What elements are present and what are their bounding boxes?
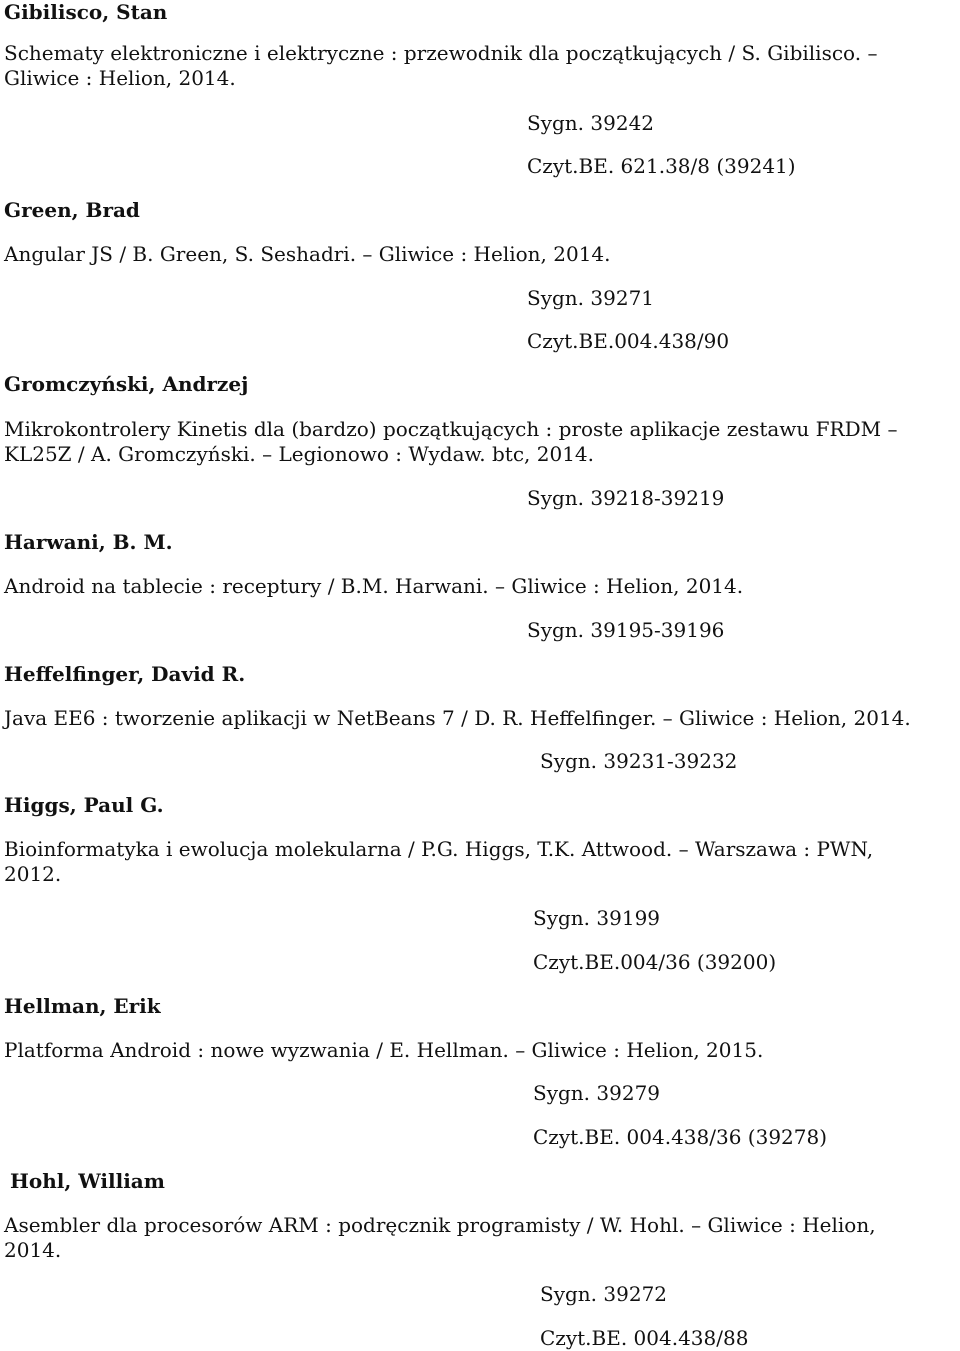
entry-description: Schematy elektroniczne i elektryczne : przewodnik dla początkujących / S. Gibilisco. – [4, 41, 878, 65]
entry-signature: Sygn. 39218-39219 [527, 486, 725, 510]
entry-description: Asembler dla procesorów ARM : podręcznik programisty / W. Hohl. – Gliwice : Helion, [4, 1213, 876, 1237]
entry-reading-room-signature: Czyt.BE. 004.438/88 [540, 1326, 749, 1350]
entry-description: KL25Z / A. Gromczyński. – Legionowo : Wydaw. btc, 2014. [4, 442, 594, 466]
entry-description: Java EE6 : tworzenie aplikacji w NetBeans 7 / D. R. Heffelfinger. – Gliwice : Helion, 2014. [4, 706, 911, 730]
entry-description: 2014. [4, 1238, 62, 1262]
entry-author: Hohl, William [10, 1169, 165, 1193]
entry-signature: Sygn. 39199 [533, 906, 661, 930]
entry-description: Angular JS / B. Green, S. Seshadri. – Gliwice : Helion, 2014. [4, 242, 611, 266]
entry-description: Gliwice : Helion, 2014. [4, 66, 236, 90]
entry-author: Gromczyński, Andrzej [4, 372, 249, 396]
entry-reading-room-signature: Czyt.BE.004/36 (39200) [533, 950, 777, 974]
entry-author: Green, Brad [4, 198, 140, 222]
entry-author: Heffelfinger, David R. [4, 662, 246, 686]
entry-signature: Sygn. 39195-39196 [527, 618, 725, 642]
entry-signature: Sygn. 39279 [533, 1081, 661, 1105]
entry-signature: Sygn. 39272 [540, 1282, 668, 1306]
entry-reading-room-signature: Czyt.BE. 004.438/36 (39278) [533, 1125, 828, 1149]
entry-signature: Sygn. 39271 [527, 286, 655, 310]
entry-author: Higgs, Paul G. [4, 793, 164, 817]
entry-description: Mikrokontrolery Kinetis dla (bardzo) początkujących : proste aplikacje zestawu FRDM – [4, 417, 898, 441]
entry-signature: Sygn. 39231-39232 [540, 749, 738, 773]
entry-description: Android na tablecie : receptury / B.M. Harwani. – Gliwice : Helion, 2014. [4, 574, 744, 598]
entry-signature: Sygn. 39242 [527, 111, 655, 135]
entry-description: Bioinformatyka i ewolucja molekularna / P.G. Higgs, T.K. Attwood. – Warszawa : PWN, [4, 837, 874, 861]
entry-reading-room-signature: Czyt.BE.004.438/90 [527, 329, 730, 353]
entry-reading-room-signature: Czyt.BE. 621.38/8 (39241) [527, 154, 796, 178]
entry-author: Gibilisco, Stan [4, 0, 168, 24]
entry-author: Harwani, B. M. [4, 530, 173, 554]
entry-description: 2012. [4, 862, 62, 886]
entry-author: Hellman, Erik [4, 994, 161, 1018]
entry-description: Platforma Android : nowe wyzwania / E. Hellman. – Gliwice : Helion, 2015. [4, 1038, 764, 1062]
